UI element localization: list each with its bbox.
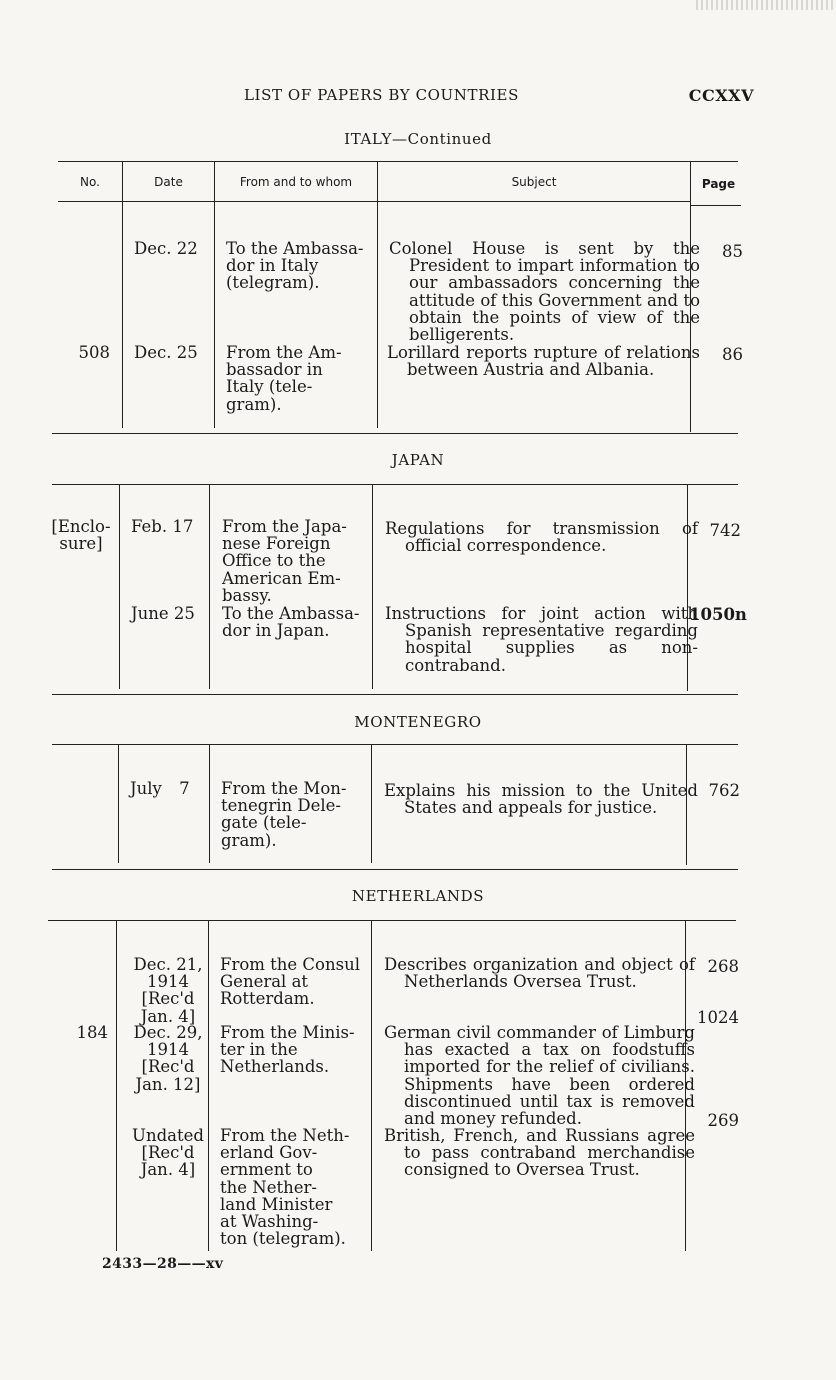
column-header-no: No. — [80, 175, 100, 189]
entry-date: Feb. 17 — [131, 517, 194, 536]
entry-page: 86 — [722, 345, 743, 364]
header-bottom-rule-page — [691, 205, 741, 206]
entry-page: 1024 — [697, 1008, 739, 1027]
section-bottom-rule — [52, 869, 738, 870]
section-heading-japan: JAPAN — [391, 451, 445, 469]
header-bottom-rule — [58, 201, 690, 202]
column-divider — [209, 745, 210, 863]
entry-from-to: To the Ambassa- dor in Japan. — [222, 604, 360, 641]
column-header-date: Date — [154, 175, 183, 189]
entry-date: Undated [Rec'd Jan. 4] — [132, 1126, 204, 1180]
entry-subject: Describes organization and object of Netherlands Oversea Trust. — [384, 955, 695, 992]
entry-number: 184 — [76, 1023, 108, 1042]
column-divider — [372, 485, 373, 689]
entry-from-to: From the Am- bassador in Italy (tele- gram). — [226, 343, 342, 414]
entry-from-to: From the Consul General at Rotterdam. — [220, 955, 360, 1009]
entry-date: July 7 — [130, 779, 190, 798]
entry-from-to: From the Neth- erland Gov- ernment to the Nether- land Minister at Washing- ton (telegram). — [220, 1126, 350, 1249]
column-divider — [371, 921, 372, 1251]
entry-page: 85 — [722, 242, 743, 261]
entry-page: 1050n — [689, 605, 747, 624]
entry-date: Dec. 25 — [134, 343, 198, 362]
entry-from-to: From the Japa- nese Foreign Office to the American Em- bassy. — [222, 517, 347, 605]
entry-subject: Lorillard reports rupture of relations between Austria and Albania. — [387, 343, 700, 380]
section-bottom-rule — [52, 694, 738, 695]
entry-subject: German civil commander of Limburg has exacted a tax on foodstuffs imported for the relief of civilians. Shipments have been ordered discontinued until tax is removed and money refunded. — [384, 1023, 695, 1129]
entry-page: 269 — [707, 1111, 739, 1130]
entry-page: 742 — [709, 521, 741, 540]
scan-noise — [696, 0, 836, 10]
column-divider — [208, 921, 209, 1251]
entry-number: [Enclo- sure] — [51, 517, 111, 554]
signature-mark: 2433—28——xv — [102, 1256, 224, 1272]
section-heading-montenegro: MONTENEGRO — [354, 713, 482, 731]
section-bottom-rule — [52, 433, 738, 434]
entry-from-to: From the Minis- ter in the Netherlands. — [220, 1023, 355, 1077]
column-divider — [377, 162, 378, 428]
column-divider — [119, 485, 120, 689]
entry-from-to: To the Ambassa- dor in Italy (telegram). — [226, 239, 364, 293]
column-header-page: Page — [701, 177, 736, 191]
section-heading-italy: ITALY—Continued — [344, 130, 492, 148]
entry-number: 508 — [78, 343, 110, 362]
entry-from-to: From the Mon- tenegrin Dele- gate (tele- gram). — [221, 779, 347, 850]
column-header-subject: Subject — [511, 175, 557, 189]
entry-page: 762 — [708, 781, 740, 800]
section-top-rule — [52, 744, 738, 745]
entry-subject: British, French, and Russians agree to pass contraband merchandise consigned to Oversea Trust. — [384, 1126, 695, 1180]
entry-page: 268 — [707, 957, 739, 976]
page-number: CCXXV — [688, 86, 754, 105]
column-divider — [118, 745, 119, 863]
section-top-rule — [52, 484, 738, 485]
entry-subject: Colonel House is sent by the President to impart information to our ambassadors concerning the attitude of this Government and to obtain the points of view of the belligerents. — [389, 239, 700, 345]
section-heading-netherlands: NETHERLANDS — [351, 887, 485, 905]
column-divider — [122, 162, 123, 428]
table-top-rule — [58, 161, 738, 162]
entry-date: Dec. 21, 1914 [Rec'd Jan. 4] — [133, 955, 203, 1026]
section-top-rule — [48, 920, 736, 921]
entry-subject: Explains his mission to the United States and appeals for justice. — [384, 781, 698, 818]
column-divider — [116, 921, 117, 1251]
running-head-title: LIST OF PAPERS BY COUNTRIES — [244, 86, 519, 104]
entry-date: Dec. 22 — [134, 239, 198, 258]
column-divider — [371, 745, 372, 863]
running-head — [0, 86, 836, 108]
entry-date: Dec. 29, 1914 [Rec'd Jan. 12] — [133, 1023, 203, 1094]
entry-date: June 25 — [131, 604, 195, 623]
column-divider — [209, 485, 210, 689]
entry-subject: Regulations for transmission of official correspondence. — [385, 519, 698, 556]
column-header-from-to: From and to whom — [239, 175, 353, 189]
column-divider — [214, 162, 215, 428]
entry-subject: Instructions for joint action with Spanish representative regarding hospital supplies as non-contraband. — [385, 604, 698, 675]
